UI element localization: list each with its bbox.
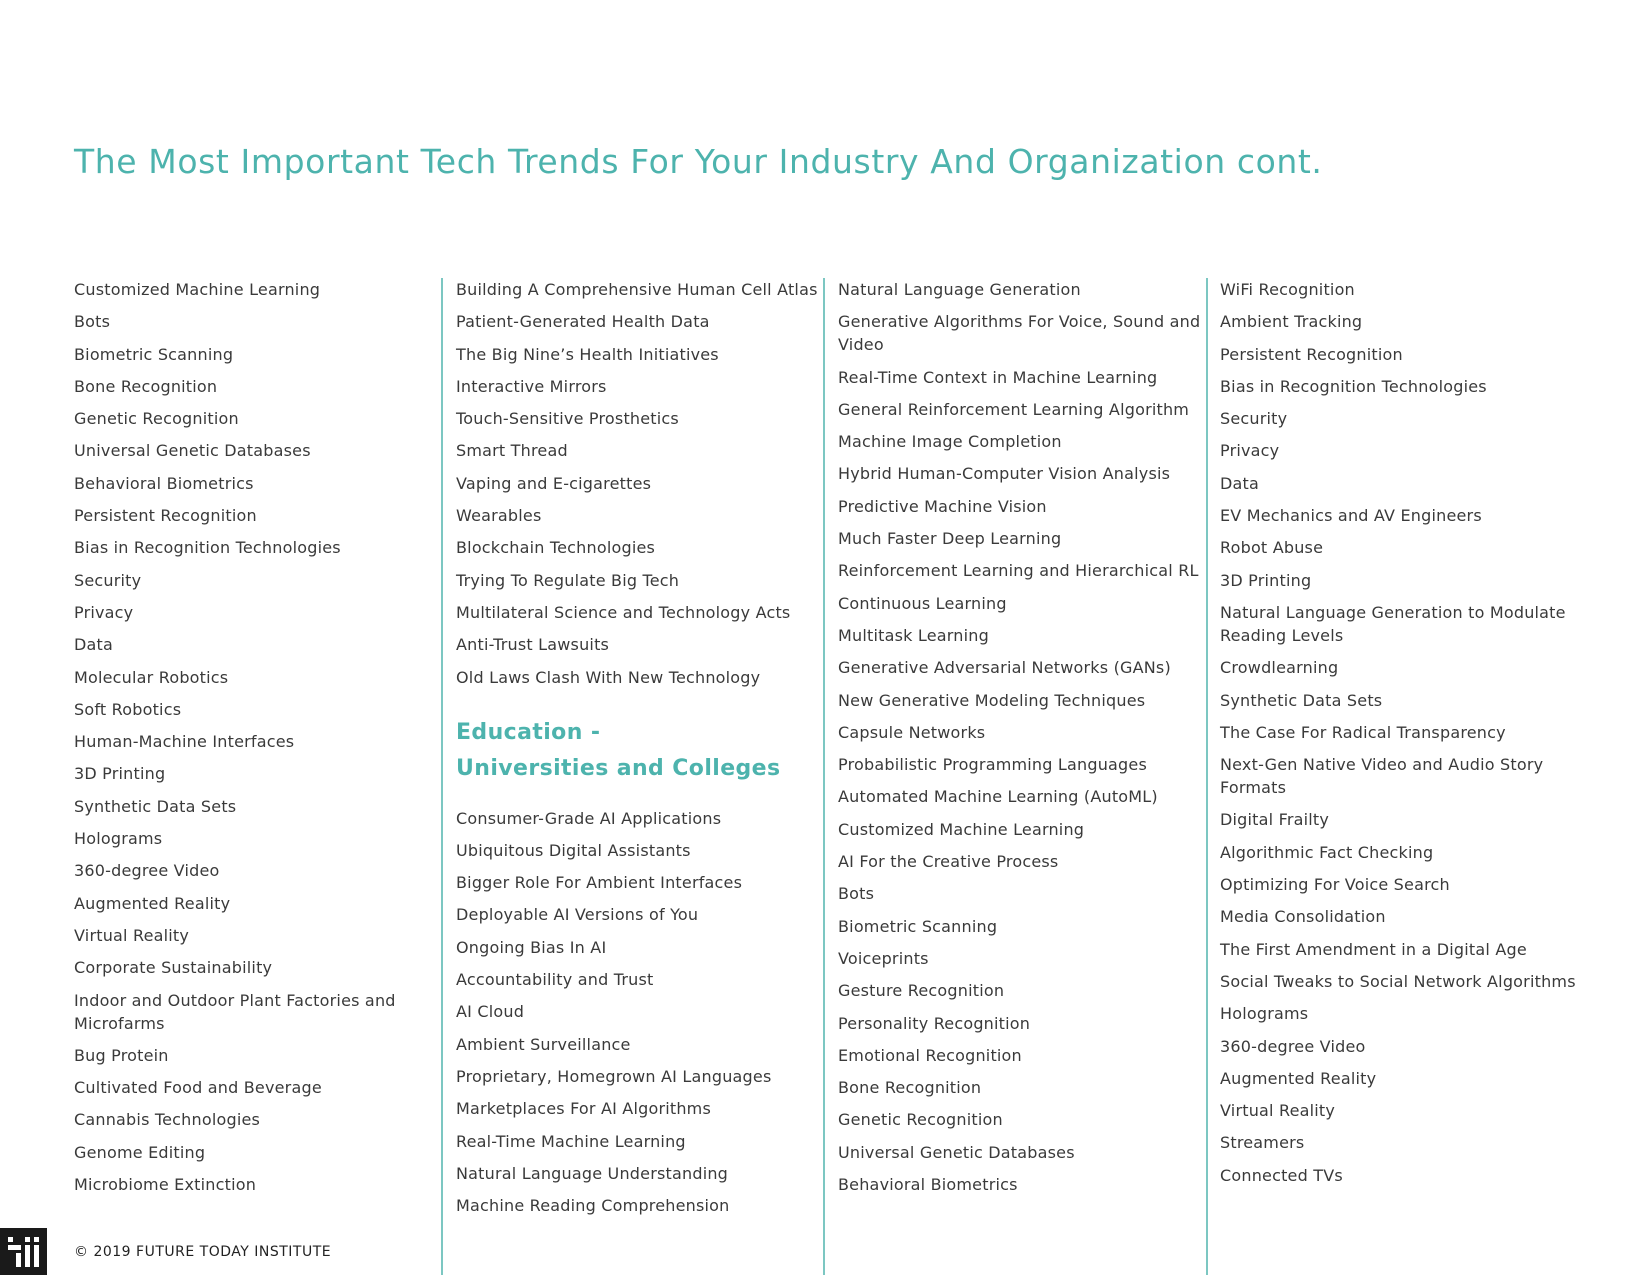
trend-item: Bots (74, 312, 111, 332)
trend-item: Bias in Recognition Technologies (74, 538, 341, 558)
trend-item: Natural Language Generation to Modulate Reading Levels (1220, 602, 1566, 645)
trend-item: Proprietary, Homegrown AI Languages (456, 1066, 772, 1086)
trend-item: Soft Robotics (74, 699, 182, 719)
trend-item: Machine Reading Comprehension (456, 1196, 730, 1216)
trend-item: Bots (838, 884, 875, 904)
trend-item: Persistent Recognition (74, 506, 257, 526)
trend-item: Bug Protein (74, 1045, 169, 1065)
trend-item: Biometric Scanning (74, 344, 234, 364)
trend-list (456, 278, 822, 689)
trend-item: Molecular Robotics (74, 667, 229, 687)
trend-item: Much Faster Deep Learning (838, 529, 1062, 549)
trend-item: Genetic Recognition (838, 1110, 1003, 1130)
trend-item: Bigger Role For Ambient Interfaces (456, 873, 743, 893)
trend-item: Biometric Scanning (838, 916, 998, 936)
trend-item: Connected TVs (1220, 1165, 1343, 1185)
trend-item: Trying To Regulate Big Tech (456, 570, 680, 590)
trend-item: Social Tweaks to Social Network Algorithms (1220, 971, 1576, 991)
trend-item: Multilateral Science and Technology Acts (456, 602, 791, 622)
footer-copyright: © 2019 FUTURE TODAY INSTITUTE (74, 1244, 332, 1260)
trend-item: Smart Thread (456, 441, 568, 461)
trend-item: Indoor and Outdoor Plant Factories and Microfarms (74, 990, 396, 1033)
trend-item: Universal Genetic Databases (74, 441, 311, 461)
trend-item: Machine Image Completion (838, 432, 1062, 452)
trend-item: Ambient Surveillance (456, 1034, 631, 1054)
trend-item: Ubiquitous Digital Assistants (456, 840, 691, 860)
trend-item: Corporate Sustainability (74, 958, 273, 978)
trend-item: Vaping and E-cigarettes (456, 473, 652, 493)
trend-item: Next-Gen Native Video and Audio Story Formats (1220, 755, 1544, 798)
trend-item: Human-Machine Interfaces (74, 732, 295, 752)
trend-item: Capsule Networks (838, 722, 986, 742)
trend-item: Algorithmic Fact Checking (1220, 842, 1434, 862)
trend-item: Crowdlearning (1220, 658, 1339, 678)
trend-item: Virtual Reality (1220, 1101, 1336, 1121)
trend-list (456, 807, 822, 1218)
trend-item: Streamers (1220, 1133, 1305, 1153)
trend-item: New Generative Modeling Techniques (838, 690, 1146, 710)
section-heading-education (456, 715, 822, 787)
trend-item: Natural Language Generation (838, 280, 1081, 299)
trend-item: Building A Comprehensive Human Cell Atlas (456, 280, 818, 299)
trend-item: Real-Time Machine Learning (456, 1131, 686, 1151)
trend-item: EV Mechanics and AV Engineers (1220, 506, 1482, 526)
trend-item: Blockchain Technologies (456, 538, 656, 558)
trend-item: AI For the Creative Process (838, 852, 1059, 872)
trend-item: Generative Adversarial Networks (GANs) (838, 658, 1171, 678)
trend-item: Bone Recognition (74, 376, 218, 396)
trend-item: Reinforcement Learning and Hierarchical RL (838, 561, 1199, 581)
column-divider (1206, 278, 1208, 1275)
trend-item: Real-Time Context in Machine Learning (838, 367, 1158, 387)
trend-item: Bias in Recognition Technologies (1220, 376, 1487, 396)
trend-column-1 (74, 278, 440, 1205)
trend-item: Natural Language Understanding (456, 1163, 729, 1183)
fti-logo-icon (0, 1228, 47, 1275)
trend-column-4 (1220, 278, 1592, 1196)
trend-item: 3D Printing (74, 764, 166, 784)
trend-item: Persistent Recognition (1220, 344, 1403, 364)
trend-item: Marketplaces For AI Algorithms (456, 1099, 711, 1119)
trend-item: Microbiome Extinction (74, 1175, 257, 1195)
section-heading-line: Universities and Colleges (456, 755, 781, 781)
trend-item: Universal Genetic Databases (838, 1142, 1075, 1162)
trend-list (74, 278, 440, 1196)
trend-item: 3D Printing (1220, 570, 1312, 590)
trend-item: Data (1220, 473, 1260, 493)
trend-item: Gesture Recognition (838, 981, 1005, 1001)
trend-item: Augmented Reality (1220, 1068, 1377, 1088)
trend-item: AI Cloud (456, 1002, 525, 1022)
trend-item: Synthetic Data Sets (1220, 690, 1383, 710)
trend-item: General Reinforcement Learning Algorithm (838, 399, 1190, 419)
trend-item: Security (1220, 409, 1288, 429)
section-heading-line: Education - (456, 719, 601, 745)
trend-item: Virtual Reality (74, 925, 190, 945)
trend-item: Digital Frailty (1220, 810, 1330, 830)
trend-list (838, 278, 1204, 1196)
trend-item: Interactive Mirrors (456, 376, 607, 396)
trend-item: Holograms (1220, 1004, 1309, 1024)
trend-item: Consumer-Grade AI Applications (456, 808, 722, 828)
trend-item: Multitask Learning (838, 625, 989, 645)
trend-item: Patient-Generated Health Data (456, 312, 710, 332)
trend-item: Customized Machine Learning (74, 280, 321, 299)
trend-item: Holograms (74, 829, 163, 849)
trend-item: Ambient Tracking (1220, 312, 1363, 332)
trend-item: The First Amendment in a Digital Age (1220, 939, 1527, 959)
trend-item: Anti-Trust Lawsuits (456, 635, 610, 655)
trend-item: Predictive Machine Vision (838, 496, 1047, 516)
trend-item: Customized Machine Learning (838, 819, 1085, 839)
trend-item: WiFi Recognition (1220, 280, 1355, 299)
trend-item: Data (74, 635, 114, 655)
column-divider (823, 278, 825, 1275)
trend-item: Automated Machine Learning (AutoML) (838, 787, 1158, 807)
trend-item: Privacy (1220, 441, 1280, 461)
trend-item: Behavioral Biometrics (74, 473, 254, 493)
trend-item: Privacy (74, 602, 134, 622)
trend-item: Ongoing Bias In AI (456, 937, 607, 957)
trend-list (1220, 278, 1592, 1187)
trend-item: Cultivated Food and Beverage (74, 1078, 322, 1098)
trend-item: Probabilistic Programming Languages (838, 755, 1147, 775)
trend-item: Personality Recognition (838, 1013, 1031, 1033)
trend-item: Synthetic Data Sets (74, 796, 237, 816)
trend-item: Bone Recognition (838, 1078, 982, 1098)
trend-item: Genetic Recognition (74, 409, 239, 429)
trend-item: Media Consolidation (1220, 907, 1386, 927)
trend-item: Genome Editing (74, 1142, 206, 1162)
trend-item: The Case For Radical Transparency (1220, 722, 1506, 742)
trend-item: 360-degree Video (74, 861, 220, 881)
page-title: The Most Important Tech Trends For Your Industry And Organization cont. (74, 142, 1323, 181)
trend-item: Continuous Learning (838, 593, 1007, 613)
trend-item: Hybrid Human-Computer Vision Analysis (838, 464, 1171, 484)
trend-column-2 (456, 278, 822, 1226)
trend-item: Augmented Reality (74, 893, 231, 913)
trend-item: Old Laws Clash With New Technology (456, 667, 761, 687)
trend-item: Behavioral Biometrics (838, 1175, 1018, 1195)
trend-item: Deployable AI Versions of You (456, 905, 699, 925)
trend-item: Emotional Recognition (838, 1045, 1022, 1065)
trend-item: Accountability and Trust (456, 970, 654, 990)
trend-item: The Big Nine’s Health Initiatives (456, 344, 719, 364)
column-divider (441, 278, 443, 1275)
trend-column-3 (838, 278, 1204, 1205)
trend-item: Wearables (456, 506, 542, 526)
trend-item: 360-degree Video (1220, 1036, 1366, 1056)
trend-item: Security (74, 570, 142, 590)
trend-item: Voiceprints (838, 948, 929, 968)
trend-item: Robot Abuse (1220, 538, 1324, 558)
trend-item: Cannabis Technologies (74, 1110, 261, 1130)
trend-item: Generative Algorithms For Voice, Sound and Video (838, 312, 1201, 355)
trend-item: Touch-Sensitive Prosthetics (456, 409, 679, 429)
trend-item: Optimizing For Voice Search (1220, 875, 1450, 895)
